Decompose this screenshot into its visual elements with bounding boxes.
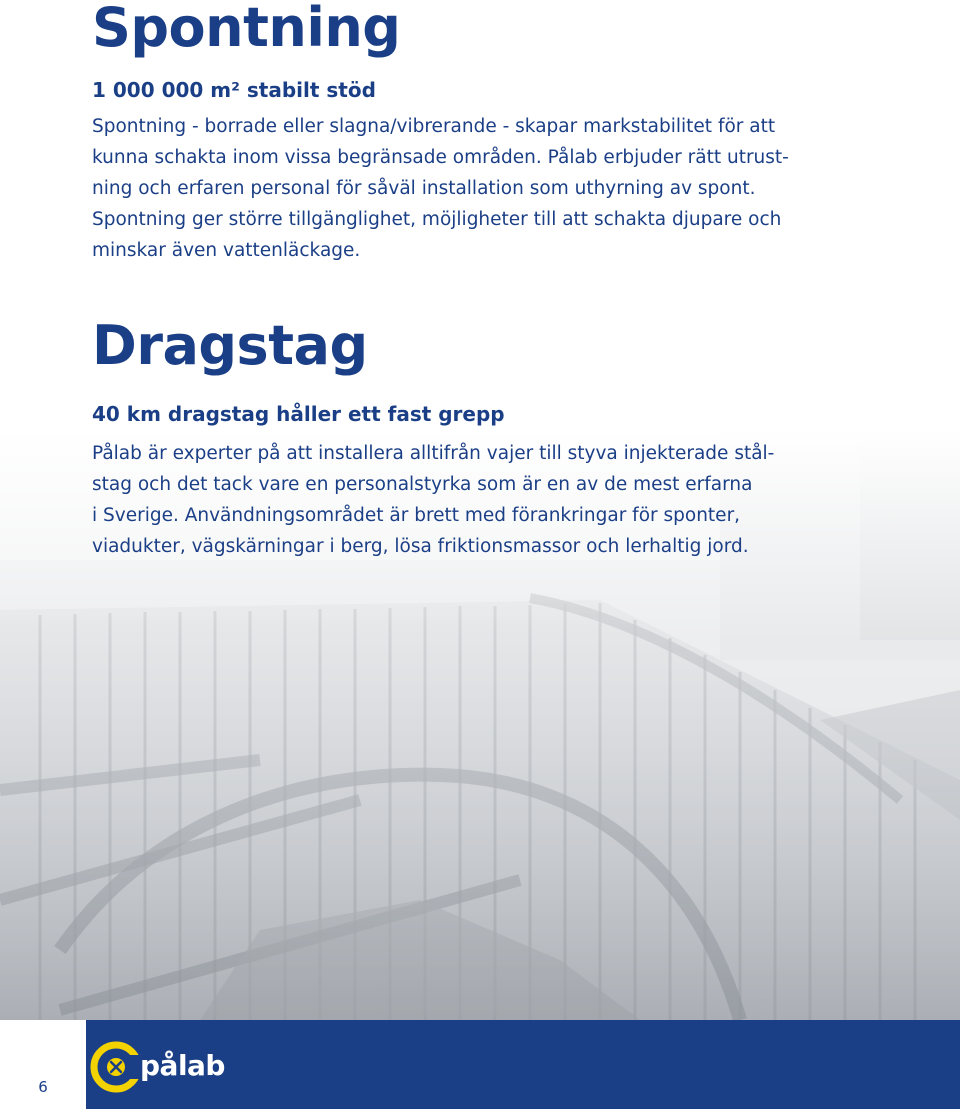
- logo-text: pålab: [140, 1049, 225, 1082]
- body-line: Spontning ger större tillgänglighet, möjligheter till att schakta djupare och: [92, 209, 782, 230]
- body-line: stag och det tack vare en personalstyrka som är en av de mest erfarna: [92, 474, 753, 495]
- palab-logo: [90, 1041, 240, 1093]
- body-line: ning och erfaren personal för såväl installation som uthyrning av spont.: [92, 178, 756, 199]
- body-line: Pålab är experter på att installera alltifrån vajer till styva injekterade stål-: [92, 443, 775, 464]
- section-title-dragstag: Dragstag: [92, 314, 368, 377]
- section-subtitle-spontning: 1 000 000 m² stabilt stöd: [92, 78, 376, 102]
- section-subtitle-dragstag: 40 km dragstag håller ett fast grepp: [92, 402, 505, 426]
- section-body-dragstag: [92, 438, 912, 562]
- section-title-spontning: Spontning: [92, 0, 401, 59]
- page-number: 6: [38, 1078, 48, 1096]
- palab-logo-icon: [90, 1041, 142, 1093]
- body-line: kunna schakta inom vissa begränsade områden. Pålab erbjuder rätt utrust-: [92, 147, 789, 168]
- body-line: minskar även vattenläckage.: [92, 240, 361, 261]
- body-line: Spontning - borrade eller slagna/vibrerande - skapar markstabilitet för att: [92, 116, 776, 137]
- section-body-spontning: [92, 111, 912, 266]
- body-line: i Sverige. Användningsområdet är brett med förankringar för sponter,: [92, 505, 741, 526]
- body-line: viadukter, vägskärningar i berg, lösa friktionsmassor och lerhaltig jord.: [92, 536, 749, 557]
